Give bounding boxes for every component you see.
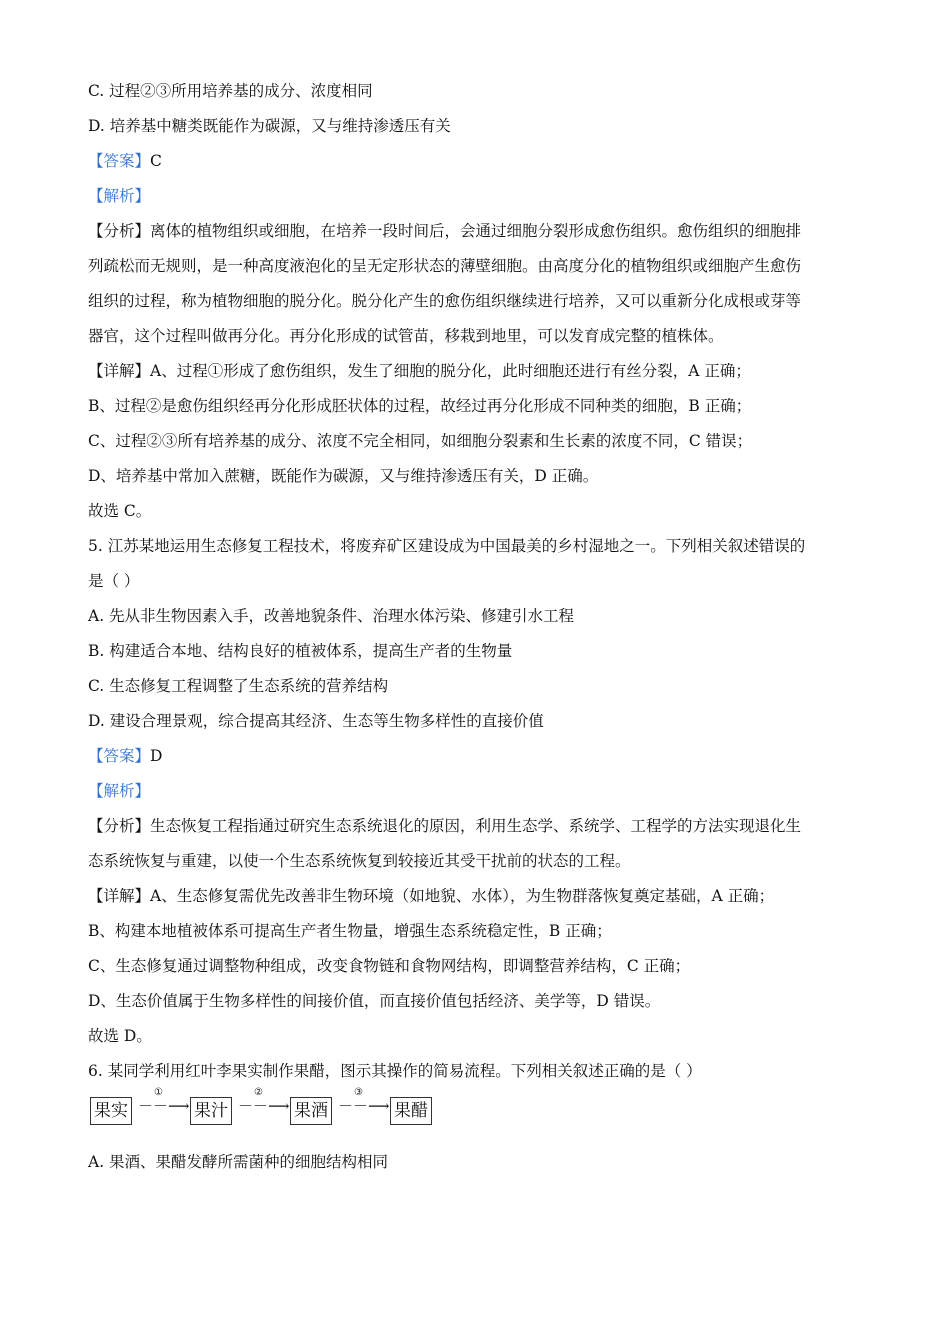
flow-node-vinegar: 果醋 [390,1097,432,1125]
q5-xiangjie-line [88,879,868,914]
q5-option-a: A. 先从非生物因素入手，改善地貌条件、治理水体污染、修建引水工程 [88,607,575,625]
q4-xiangjie-line: B、过程②是愈伤组织经再分化形成胚状体的过程，故经过再分化形成不同种类的细胞，B 正确； [88,397,752,415]
q5-xiangjie-line: B、构建本地植被体系可提高生产者生物量，增强生态系统稳定性，B 正确； [88,922,612,940]
arrow-glyph: －－⟶ [138,1097,190,1115]
flow-node-fruit: 果实 [90,1097,132,1125]
answer-tag: 【答案】 [88,152,151,170]
q4-xiangjie-line: D、培养基中常加入蔗糖，既能作为碳源，又与维持渗透压有关，D 正确。 [88,467,599,485]
q4-conclusion: 故选 C。 [88,502,152,520]
fenxi-text: 生态恢复工程指通过研究生态系统退化的原因，利用生态学、系统学、工程学的方法实现退化生 [150,817,802,835]
q4-answer [88,144,868,179]
process-flow-diagram [88,1087,868,1135]
q5-xiangjie-line: D、生态价值属于生物多样性的间接价值，而直接价值包括经济、美学等，D 错误。 [88,992,661,1010]
fenxi-tag: 【分析】 [88,817,151,835]
q5-answer [88,739,868,774]
answer-tag: 【答案】 [88,747,151,765]
step-label: ③ [354,1087,363,1098]
q5-option-b: B. 构建适合本地、结构良好的植被体系，提高生产者的生物量 [88,642,513,660]
fenxi-tag: 【分析】 [88,222,151,240]
xiangjie-tag: 【详解】 [88,362,151,380]
q6-stem: 6. 某同学利用红叶李果实制作果醋，图示其操作的简易流程。下列相关叙述正确的是（ ） [88,1062,702,1080]
q4-fenxi-line [88,214,868,249]
q4-analysis-tag: 【解析】 [88,187,151,205]
arrow-glyph: －－⟶ [238,1097,290,1115]
step-label: ① [154,1087,163,1098]
flow-arrow-1 [138,1087,190,1116]
q5-fenxi-line: 态系统恢复与重建，以使一个生态系统恢复到较接近其受干扰前的状态的工程。 [88,852,631,870]
xiangjie-text: A、过程①形成了愈伤组织，发生了细胞的脱分化，此时细胞还进行有丝分裂，A 正确； [150,362,751,380]
xiangjie-text: A、生态修复需优先改善非生物环境（如地貌、水体），为生物群落恢复奠定基础，A 正确； [150,887,775,905]
q5-xiangjie-line: C、生态修复通过调整物种组成，改变食物链和食物网结构，即调整营养结构，C 正确； [88,957,691,975]
q5-conclusion: 故选 D。 [88,1027,152,1045]
q5-option-c: C. 生态修复工程调整了生态系统的营养结构 [88,677,389,695]
q4-xiangjie-line: C、过程②③所有培养基的成分、浓度不完全相同，如细胞分裂素和生长素的浓度不同，C 错误； [88,432,753,450]
q5-analysis-tag: 【解析】 [88,782,151,800]
q4-xiangjie-line [88,354,868,389]
answer-value: C [150,152,162,170]
q4-fenxi-line: 器官，这个过程叫做再分化。再分化形成的试管苗，移栽到地里，可以发育成完整的植株体。 [88,327,724,345]
document-page [88,74,868,1180]
fenxi-text: 离体的植物组织或细胞，在培养一段时间后，会通过细胞分裂形成愈伤组织。愈伤组织的细胞排 [150,222,802,240]
q5-stem-line: 是（ ） [88,572,140,590]
q5-option-d: D. 建设合理景观，综合提高其经济、生态等生物多样性的直接价值 [88,712,544,730]
flow-node-wine: 果酒 [290,1097,332,1125]
q5-stem-line: 5. 江苏某地运用生态修复工程技术，将废弃矿区建设成为中国最美的乡村湿地之一。下列相关叙述错误的 [88,537,806,555]
q4-option-d: D. 培养基中糖类既能作为碳源，又与维持渗透压有关 [88,117,451,135]
xiangjie-tag: 【详解】 [88,887,151,905]
answer-value: D [150,747,163,765]
q4-option-c: C. 过程②③所用培养基的成分、浓度相同 [88,82,373,100]
flow-arrow-2 [238,1087,290,1116]
q4-fenxi-line: 列疏松而无规则，是一种高度液泡化的呈无定形状态的薄壁细胞。由高度分化的植物组织或细胞产生愈伤 [88,257,802,275]
q5-fenxi-line [88,809,868,844]
q6-option-a: A. 果酒、果醋发酵所需菌种的细胞结构相同 [88,1153,389,1171]
flow-node-juice: 果汁 [190,1097,232,1125]
flow-arrow-3 [338,1087,390,1116]
q4-fenxi-line: 组织的过程，称为植物细胞的脱分化。脱分化产生的愈伤组织继续进行培养，又可以重新分化成根或芽等 [88,292,802,310]
arrow-glyph: －－⟶ [338,1097,390,1115]
step-label: ② [254,1087,263,1098]
